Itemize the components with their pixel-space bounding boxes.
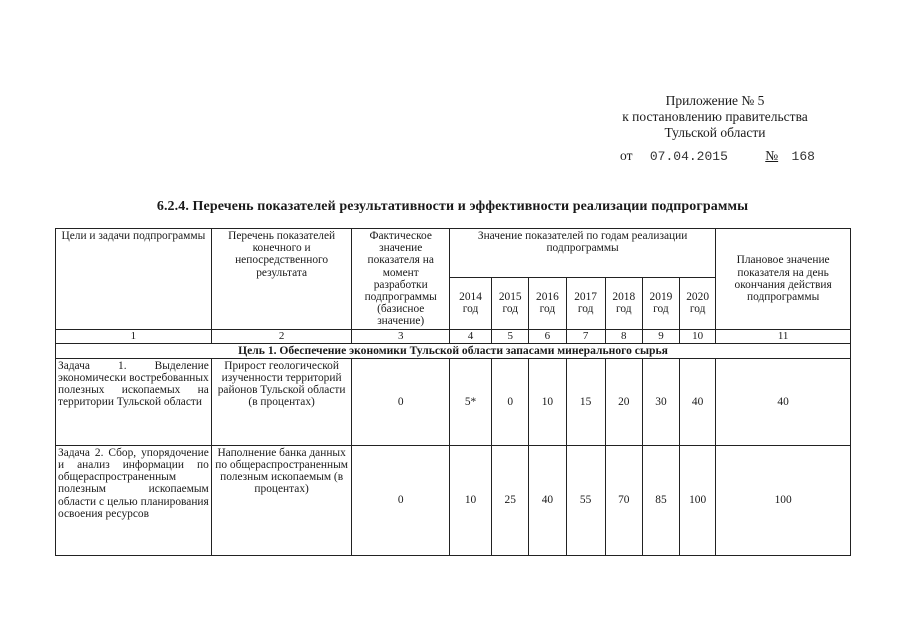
year-value: 40 xyxy=(529,445,566,555)
year-value: 0 xyxy=(492,358,529,445)
year-value: 15 xyxy=(566,358,605,445)
appendix-block xyxy=(560,93,870,141)
year-label: 2014 xyxy=(459,290,482,303)
year-value: 100 xyxy=(680,445,716,555)
year-value: 55 xyxy=(566,445,605,555)
year-value: 40 xyxy=(680,358,716,445)
year-value: 85 xyxy=(642,445,679,555)
year-header xyxy=(566,277,605,329)
column-number: 1 xyxy=(56,329,212,343)
year-suffix: год xyxy=(539,303,556,316)
year-suffix: год xyxy=(577,303,594,316)
column-number: 8 xyxy=(605,329,642,343)
column-number: 10 xyxy=(680,329,716,343)
year-label: 2017 xyxy=(574,290,597,303)
appendix-region: Тульской области xyxy=(664,125,766,140)
order-reference xyxy=(620,148,815,164)
year-header xyxy=(449,277,491,329)
planned-value: 40 xyxy=(716,358,851,445)
header-goals: Цели и задачи подпрограммы xyxy=(56,229,212,330)
year-header xyxy=(642,277,679,329)
year-label: 2018 xyxy=(612,290,636,303)
order-number-label: № xyxy=(765,148,779,163)
order-date: 07.04.2015 xyxy=(649,149,728,164)
header-planned: Плановое значение показателя на день окончания действия подпрограммы xyxy=(716,229,851,330)
column-number: 5 xyxy=(492,329,529,343)
year-suffix: год xyxy=(615,303,632,316)
year-header xyxy=(605,277,642,329)
year-value: 10 xyxy=(449,445,491,555)
table-row xyxy=(56,358,851,445)
goal-row xyxy=(56,343,851,358)
header-actual: Фактическое значение показателя на момент разработки подпрограммы (базисное значение) xyxy=(352,229,449,330)
indicator-cell: Прирост геологической изученности территорий районов Тульской области (в процентах) xyxy=(211,358,352,445)
year-header xyxy=(529,277,566,329)
column-number: 4 xyxy=(449,329,491,343)
indicator-cell: Наполнение банка данных по общераспространенным полезным ископаемым (в процентах) xyxy=(211,445,352,555)
header-row-1 xyxy=(56,229,851,278)
table-row xyxy=(56,445,851,555)
column-number-row xyxy=(56,329,851,343)
year-label: 2019 xyxy=(649,290,673,303)
appendix-number: Приложение № 5 xyxy=(665,93,765,108)
header-by-years: Значение показателей по годам реализации подпрограммы xyxy=(449,229,715,278)
column-number: 7 xyxy=(566,329,605,343)
year-label: 2016 xyxy=(536,290,559,303)
header-indicators: Перечень показателей конечного и непосредственного результата xyxy=(211,229,352,330)
column-number: 2 xyxy=(211,329,352,343)
column-number: 11 xyxy=(716,329,851,343)
actual-value: 0 xyxy=(352,445,449,555)
year-value: 25 xyxy=(492,445,529,555)
year-header xyxy=(492,277,529,329)
year-suffix: год xyxy=(502,303,519,316)
column-number: 6 xyxy=(529,329,566,343)
actual-value: 0 xyxy=(352,358,449,445)
document-title: 6.2.4. Перечень показателей результативности и эффективности реализации подпрограммы xyxy=(156,199,749,214)
order-number: 168 xyxy=(791,149,815,164)
year-label: 2020 xyxy=(686,290,710,303)
year-header xyxy=(680,277,716,329)
year-value: 20 xyxy=(605,358,642,445)
task-cell: Задача 2. Сбор, упорядочение и анализ информации по общераспространенным полезным ископаемым области с целью планирования освоения ресурсов xyxy=(56,445,212,555)
year-suffix: год xyxy=(689,303,706,316)
appendix-resolution: к постановлению правительства xyxy=(622,109,808,124)
year-value: 10 xyxy=(529,358,566,445)
indicators-table xyxy=(55,228,851,556)
goal-1: Цель 1. Обеспечение экономики Тульской области запасами минерального сырья xyxy=(56,343,851,358)
year-suffix: год xyxy=(653,303,669,316)
column-number: 3 xyxy=(352,329,449,343)
planned-value: 100 xyxy=(716,445,851,555)
order-from-label: от xyxy=(620,148,633,163)
task-cell: Задача 1. Выделение экономически востребованных полезных ископаемых на территории Тульской области xyxy=(56,358,212,445)
year-value: 70 xyxy=(605,445,642,555)
year-value: 30 xyxy=(642,358,679,445)
year-value: 5* xyxy=(449,358,491,445)
column-number: 9 xyxy=(642,329,679,343)
year-suffix: год xyxy=(462,303,479,316)
year-label: 2015 xyxy=(498,290,522,303)
